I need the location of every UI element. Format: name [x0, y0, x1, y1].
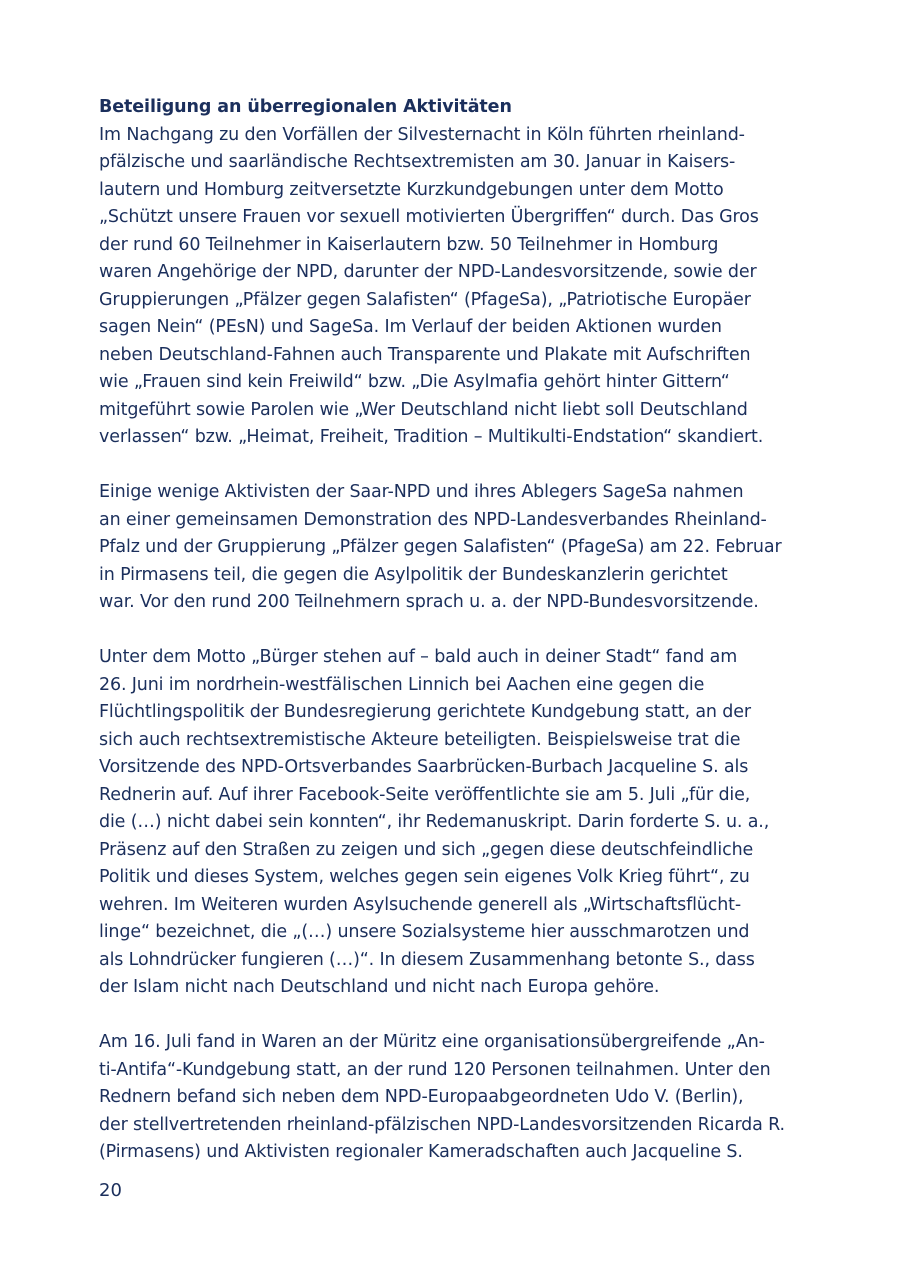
text-line: war. Vor den rund 200 Teilnehmern sprach u. a. der NPD-Bundesvorsitzende. [99, 592, 759, 612]
paragraph-1 [99, 122, 819, 452]
paragraph-gap [99, 452, 819, 480]
section-heading: Beteiligung an überregionalen Aktivitäten [99, 97, 512, 117]
paragraph-gap [99, 617, 819, 645]
text-line: an einer gemeinsamen Demonstration des NPD-Landesverbandes Rheinland- [99, 509, 767, 530]
text-line: „Schützt unsere Frauen vor sexuell motivierten Übergriffen“ durch. Das Gros [99, 207, 759, 227]
text-line: ti-Antifa“-Kundgebung statt, an der rund 120 Personen teilnahmen. Unter den [99, 1059, 771, 1080]
text-line: Am 16. Juli fand in Waren an der Müritz eine organisationsübergreifende „An- [99, 1032, 765, 1052]
paragraph-gap [99, 1002, 819, 1030]
text-line: Vorsitzende des NPD-Ortsverbandes Saarbrücken-Burbach Jacqueline S. als [99, 757, 749, 777]
text-line: sagen Nein“ (PEsN) und SageSa. Im Verlauf der beiden Aktionen wurden [99, 317, 722, 337]
paragraph-3 [99, 644, 819, 1002]
text-line: der rund 60 Teilnehmer in Kaiserlautern bzw. 50 Teilnehmer in Homburg [99, 234, 719, 255]
text-line: Politik und dieses System, welches gegen sein eigenes Volk Krieg führt“, zu [99, 867, 750, 887]
text-line: waren Angehörige der NPD, darunter der NPD-Landesvorsitzende, sowie der [99, 262, 757, 282]
text-line: die (…) nicht dabei sein konnten“, ihr Redemanuskript. Darin forderte S. u. a., [99, 812, 770, 832]
page-number: 20 [99, 1180, 122, 1201]
text-line: (Pirmasens) und Aktivisten regionaler Kameradschaften auch Jacqueline S. [99, 1142, 743, 1162]
text-line: in Pirmasens teil, die gegen die Asylpolitik der Bundeskanzlerin gerichtet [99, 564, 728, 585]
text-line: Unter dem Motto „Bürger stehen auf – bald auch in deiner Stadt“ fand am [99, 647, 738, 667]
text-line: neben Deutschland-Fahnen auch Transparente und Plakate mit Aufschriften [99, 344, 751, 365]
text-line: als Lohndrücker fungieren (…)“. In diesem Zusammenhang betonte S., dass [99, 949, 755, 970]
paragraph-container [99, 122, 819, 1167]
text-line: Einige wenige Aktivisten der Saar-NPD und ihres Ablegers SageSa nahmen [99, 482, 744, 502]
text-line: der Islam nicht nach Deutschland und nicht nach Europa gehöre. [99, 977, 660, 997]
text-line: sich auch rechtsextremistische Akteure beteiligten. Beispielsweise trat die [99, 729, 741, 750]
text-line: Gruppierungen „Pfälzer gegen Salafisten“ (PfageSa), „Patriotische Europäer [99, 289, 751, 310]
document-body [99, 94, 819, 1167]
text-line: Flüchtlingspolitik der Bundesregierung gerichtete Kundgebung statt, an der [99, 702, 751, 722]
text-line: 26. Juni im nordrhein-westfälischen Linnich bei Aachen eine gegen die [99, 674, 705, 695]
text-line: Präsenz auf den Straßen zu zeigen und sich „gegen diese deutschfeindliche [99, 839, 754, 860]
text-line: der stellvertretenden rheinland-pfälzischen NPD-Landesvorsitzenden Ricarda R. [99, 1114, 785, 1135]
paragraph-4 [99, 1029, 819, 1167]
text-line: pfälzische und saarländische Rechtsextremisten am 30. Januar in Kaisers- [99, 152, 736, 172]
paragraph-2 [99, 479, 819, 617]
text-line: wie „Frauen sind kein Freiwild“ bzw. „Die Asylmafia gehört hinter Gittern“ [99, 372, 730, 392]
text-line: Rednern befand sich neben dem NPD-Europaabgeordneten Udo V. (Berlin), [99, 1087, 744, 1107]
text-line: lautern und Homburg zeitversetzte Kurzkundgebungen unter dem Motto [99, 179, 724, 200]
text-line: mitgeführt sowie Parolen wie „Wer Deutschland nicht liebt soll Deutschland [99, 399, 748, 420]
text-line: Im Nachgang zu den Vorfällen der Silvesternacht in Köln führten rheinland- [99, 124, 745, 145]
text-line: Pfalz und der Gruppierung „Pfälzer gegen Salafisten“ (PfageSa) am 22. Februar [99, 537, 782, 557]
text-line: linge“ bezeichnet, die „(…) unsere Sozialsysteme hier ausschmarotzen und [99, 922, 750, 942]
text-line: Rednerin auf. Auf ihrer Facebook-Seite veröffentlichte sie am 5. Juli „für die, [99, 784, 751, 805]
text-line: verlassen“ bzw. „Heimat, Freiheit, Tradition – Multikulti-Endstation“ skandiert. [99, 427, 764, 447]
text-line: wehren. Im Weiteren wurden Asylsuchende generell als „Wirtschaftsflücht- [99, 894, 742, 915]
